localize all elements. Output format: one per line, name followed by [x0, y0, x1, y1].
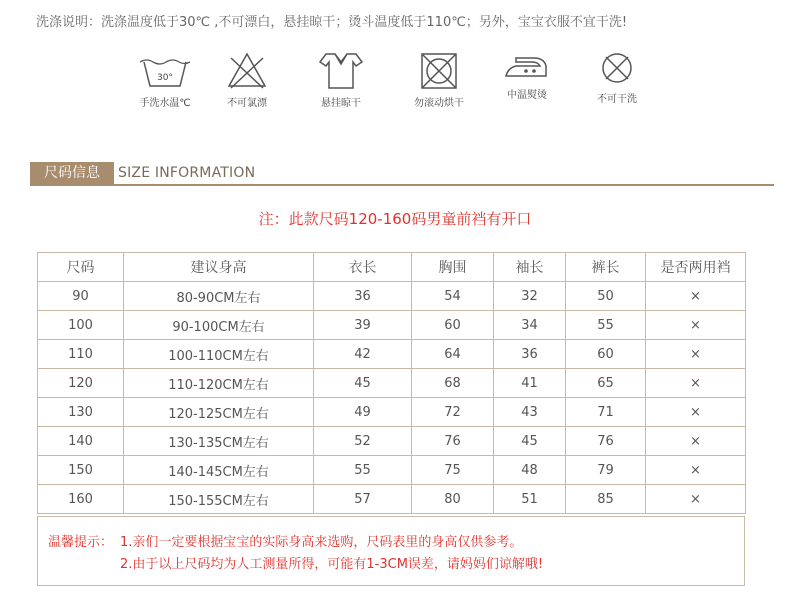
table-row [38, 398, 746, 427]
table-row [38, 485, 746, 514]
cell-dual-crotch: × [646, 369, 746, 398]
cell-height: 110-120CM左右 [124, 369, 314, 398]
cell-dual-crotch: × [646, 427, 746, 456]
care-item-no-dry-clean [572, 48, 662, 105]
cell-sleeve: 34 [494, 311, 566, 340]
cell-top-length: 52 [314, 427, 412, 456]
cell-pants-length: 71 [566, 398, 646, 427]
cell-height: 90-100CM左右 [124, 311, 314, 340]
no-tumble-dry-icon [394, 48, 484, 94]
cell-sleeve: 45 [494, 427, 566, 456]
size-table [37, 252, 746, 514]
tips-box [37, 516, 745, 586]
cell-height: 140-145CM左右 [124, 456, 314, 485]
care-item-no-tumble [394, 48, 484, 109]
header-dual-crotch: 是否两用裆 [646, 253, 746, 282]
care-item-hang-dry [296, 48, 386, 109]
care-icons-row [120, 48, 660, 118]
cell-pants-length: 55 [566, 311, 646, 340]
cell-height: 100-110CM左右 [124, 340, 314, 369]
cell-top-length: 42 [314, 340, 412, 369]
header-pants-length: 裤长 [566, 253, 646, 282]
header-top-length: 衣长 [314, 253, 412, 282]
no-bleach-icon [202, 48, 292, 94]
care-label-hang-dry: 悬挂晾干 [321, 98, 361, 109]
care-item-no-bleach [202, 48, 292, 109]
hang-dry-icon [296, 48, 386, 94]
care-label-no-dry-clean: 不可干洗 [597, 94, 637, 105]
hand-wash-30-icon [120, 48, 210, 94]
table-row [38, 282, 746, 311]
header-chest: 胸围 [412, 253, 494, 282]
cell-sleeve: 41 [494, 369, 566, 398]
cell-size: 130 [38, 398, 124, 427]
care-instructions-text: 洗涤说明：洗涤温度低于30℃ ,不可漂白，悬挂晾干；烫斗温度低于110℃；另外，宝宝衣服不宜干洗! [36, 15, 628, 30]
care-item-iron [482, 48, 572, 101]
cell-pants-length: 65 [566, 369, 646, 398]
size-section-header [0, 158, 790, 188]
cell-pants-length: 85 [566, 485, 646, 514]
care-label-hand-wash: 手洗水温℃ [139, 98, 191, 109]
tip-line-2: 2.由于以上尺码均为人工测量所得，可能有1-3CM误差，请妈妈们谅解哦! [120, 557, 544, 572]
cell-size: 140 [38, 427, 124, 456]
cell-size: 90 [38, 282, 124, 311]
cell-pants-length: 50 [566, 282, 646, 311]
cell-top-length: 57 [314, 485, 412, 514]
cell-dual-crotch: × [646, 485, 746, 514]
cell-sleeve: 48 [494, 456, 566, 485]
cell-chest: 60 [412, 311, 494, 340]
header-sleeve: 袖长 [494, 253, 566, 282]
cell-height: 120-125CM左右 [124, 398, 314, 427]
header-size: 尺码 [38, 253, 124, 282]
cell-dual-crotch: × [646, 282, 746, 311]
iron-medium-icon [482, 48, 572, 88]
cell-chest: 72 [412, 398, 494, 427]
cell-chest: 76 [412, 427, 494, 456]
care-label-no-bleach: 不可氯漂 [227, 98, 267, 109]
cell-top-length: 55 [314, 456, 412, 485]
cell-pants-length: 76 [566, 427, 646, 456]
no-dry-clean-icon [572, 48, 662, 90]
cell-sleeve: 43 [494, 398, 566, 427]
cell-dual-crotch: × [646, 340, 746, 369]
care-label-no-tumble: 勿滚动烘干 [414, 98, 464, 109]
cell-dual-crotch: × [646, 311, 746, 340]
section-title-en: SIZE INFORMATION [118, 165, 256, 181]
cell-sleeve: 32 [494, 282, 566, 311]
cell-size: 110 [38, 340, 124, 369]
cell-chest: 54 [412, 282, 494, 311]
cell-top-length: 39 [314, 311, 412, 340]
cell-height: 130-135CM左右 [124, 427, 314, 456]
table-row [38, 427, 746, 456]
table-row [38, 369, 746, 398]
cell-chest: 68 [412, 369, 494, 398]
tip-line-1: 1.亲们一定要根据宝宝的实际身高来选购，尺码表里的身高仅供参考。 [120, 535, 523, 550]
cell-top-length: 36 [314, 282, 412, 311]
table-row [38, 311, 746, 340]
cell-sleeve: 36 [494, 340, 566, 369]
cell-pants-length: 79 [566, 456, 646, 485]
cell-dual-crotch: × [646, 398, 746, 427]
care-item-hand-wash [120, 48, 210, 109]
cell-pants-length: 60 [566, 340, 646, 369]
cell-dual-crotch: × [646, 456, 746, 485]
section-title-cn: 尺码信息 [30, 162, 114, 184]
header-height: 建议身高 [124, 253, 314, 282]
table-row [38, 340, 746, 369]
table-header-row [38, 253, 746, 282]
cell-size: 160 [38, 485, 124, 514]
cell-chest: 64 [412, 340, 494, 369]
tips-label: 温馨提示： [48, 535, 114, 550]
cell-height: 80-90CM左右 [124, 282, 314, 311]
section-divider [30, 184, 774, 186]
cell-size: 150 [38, 456, 124, 485]
cell-size: 100 [38, 311, 124, 340]
cell-height: 150-155CM左右 [124, 485, 314, 514]
cell-top-length: 45 [314, 369, 412, 398]
cell-size: 120 [38, 369, 124, 398]
cell-top-length: 49 [314, 398, 412, 427]
cell-sleeve: 51 [494, 485, 566, 514]
cell-chest: 75 [412, 456, 494, 485]
size-note: 注：此款尺码120-160码男童前裆有开口 [258, 210, 532, 228]
cell-chest: 80 [412, 485, 494, 514]
wash-temp-text: 30° [157, 73, 173, 83]
care-label-iron: 中温熨烫 [507, 90, 547, 101]
table-row [38, 456, 746, 485]
